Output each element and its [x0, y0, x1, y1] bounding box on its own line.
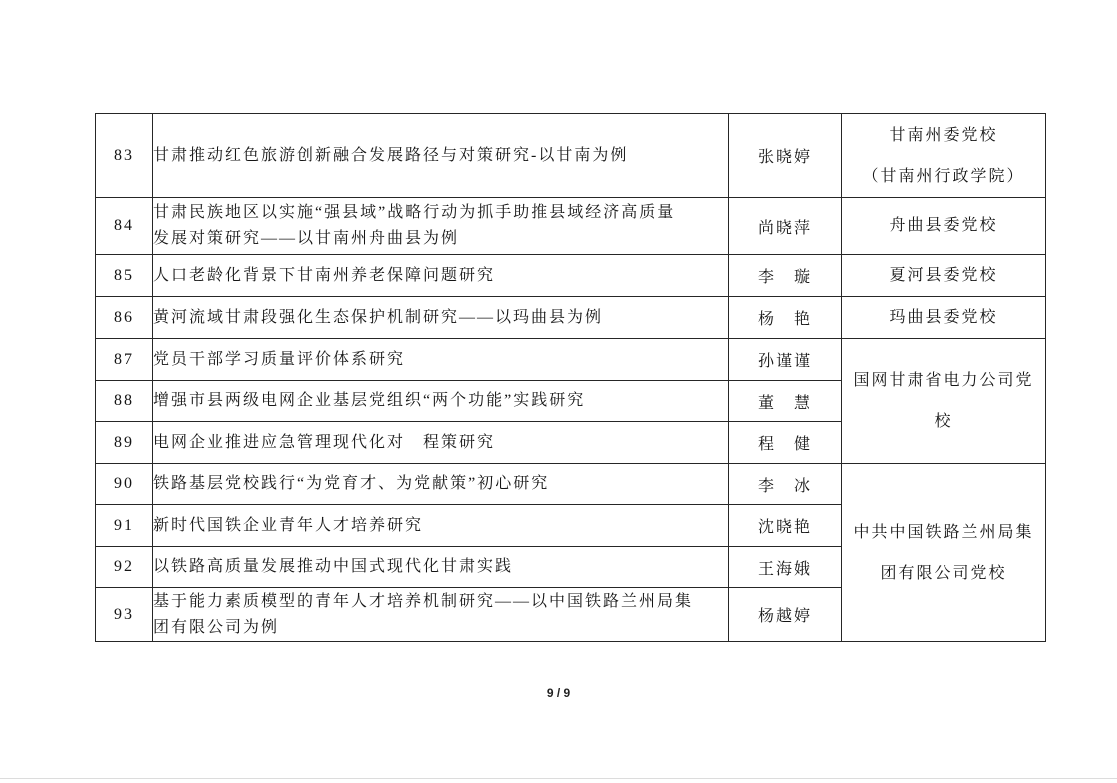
institution-line: 中共中国铁路兰州局集	[853, 523, 1034, 541]
row-number: 89	[96, 422, 153, 464]
author-name: 杨 艳	[729, 297, 842, 339]
page-number: 9 / 9	[546, 686, 571, 700]
row-number: 85	[96, 255, 153, 297]
table-row	[96, 114, 1046, 198]
institution-line: （甘南州行政学院）	[862, 167, 1025, 185]
project-title-line: 基于能力素质模型的青年人才培养机制研究——以中国铁路兰州局集	[153, 592, 694, 610]
row-number: 93	[96, 588, 153, 642]
project-title-line: 以铁路高质量发展推动中国式现代化甘肃实践	[153, 558, 514, 575]
author-name: 尚晓萍	[729, 198, 842, 255]
institution	[842, 255, 1046, 297]
row-number: 86	[96, 297, 153, 339]
author-name: 沈晓艳	[729, 505, 842, 547]
author-name: 王海娥	[729, 547, 842, 588]
table-row	[96, 464, 1046, 505]
row-number: 91	[96, 505, 153, 547]
project-title	[153, 505, 729, 547]
project-title-line: 新时代国铁企业青年人才培养研究	[153, 516, 424, 534]
row-number: 83	[96, 114, 153, 198]
project-title	[153, 422, 729, 464]
project-title	[153, 464, 729, 505]
institution-line: 国网甘肃省电力公司党	[853, 372, 1034, 389]
project-title	[153, 547, 729, 588]
institution	[842, 198, 1046, 255]
project-title	[153, 297, 729, 339]
institution-line: 校	[934, 413, 953, 430]
institution-line: 舟曲县委党校	[889, 217, 998, 234]
page-bottom-edge	[0, 778, 1117, 779]
table-row	[96, 198, 1046, 255]
institution	[842, 339, 1046, 464]
institution-line: 团有限公司党校	[880, 564, 1007, 582]
project-title	[153, 588, 729, 642]
row-number: 84	[96, 198, 153, 255]
project-title	[153, 255, 729, 297]
project-title	[153, 381, 729, 422]
row-number: 88	[96, 381, 153, 422]
institution-line: 夏河县委党校	[889, 266, 998, 284]
project-title	[153, 114, 729, 198]
project-title-line: 黄河流域甘肃段强化生态保护机制研究——以玛曲县为例	[153, 308, 604, 326]
table-row	[96, 297, 1046, 339]
project-title-line: 人口老龄化背景下甘南州养老保障问题研究	[153, 266, 496, 284]
author-name: 李 璇	[729, 255, 842, 297]
author-name: 孙谨谨	[729, 339, 842, 381]
project-title-line: 党员干部学习质量评价体系研究	[153, 350, 406, 368]
author-name: 李 冰	[729, 464, 842, 505]
project-title-line: 甘肃民族地区以实施“强县域”战略行动为抓手助推县域经济高质量	[153, 204, 676, 221]
institution	[842, 114, 1046, 198]
author-name: 程 健	[729, 422, 842, 464]
row-number: 90	[96, 464, 153, 505]
project-title-line: 甘肃推动红色旅游创新融合发展路径与对策研究-以甘南为例	[153, 146, 629, 164]
institution	[842, 464, 1046, 642]
row-number: 92	[96, 547, 153, 588]
project-title-line: 铁路基层党校践行“为党育才、为党献策”初心研究	[153, 475, 550, 492]
institution	[842, 297, 1046, 339]
institution-line: 甘南州委党校	[889, 126, 998, 144]
project-title	[153, 198, 729, 255]
project-title-line: 团有限公司为例	[153, 618, 280, 636]
author-name: 张晓婷	[729, 114, 842, 198]
author-name: 杨越婷	[729, 588, 842, 642]
project-title	[153, 339, 729, 381]
table-row	[96, 255, 1046, 297]
project-title-line: 发展对策研究——以甘南州舟曲县为例	[153, 230, 460, 247]
project-title-line: 电网企业推进应急管理现代化对 程策研究	[153, 433, 496, 451]
table-row	[96, 339, 1046, 381]
institution-line: 玛曲县委党校	[889, 308, 998, 326]
row-number: 87	[96, 339, 153, 381]
author-name: 董 慧	[729, 381, 842, 422]
project-list-table	[95, 113, 1046, 642]
project-title-line: 增强市县两级电网企业基层党组织“两个功能”实践研究	[153, 392, 586, 409]
